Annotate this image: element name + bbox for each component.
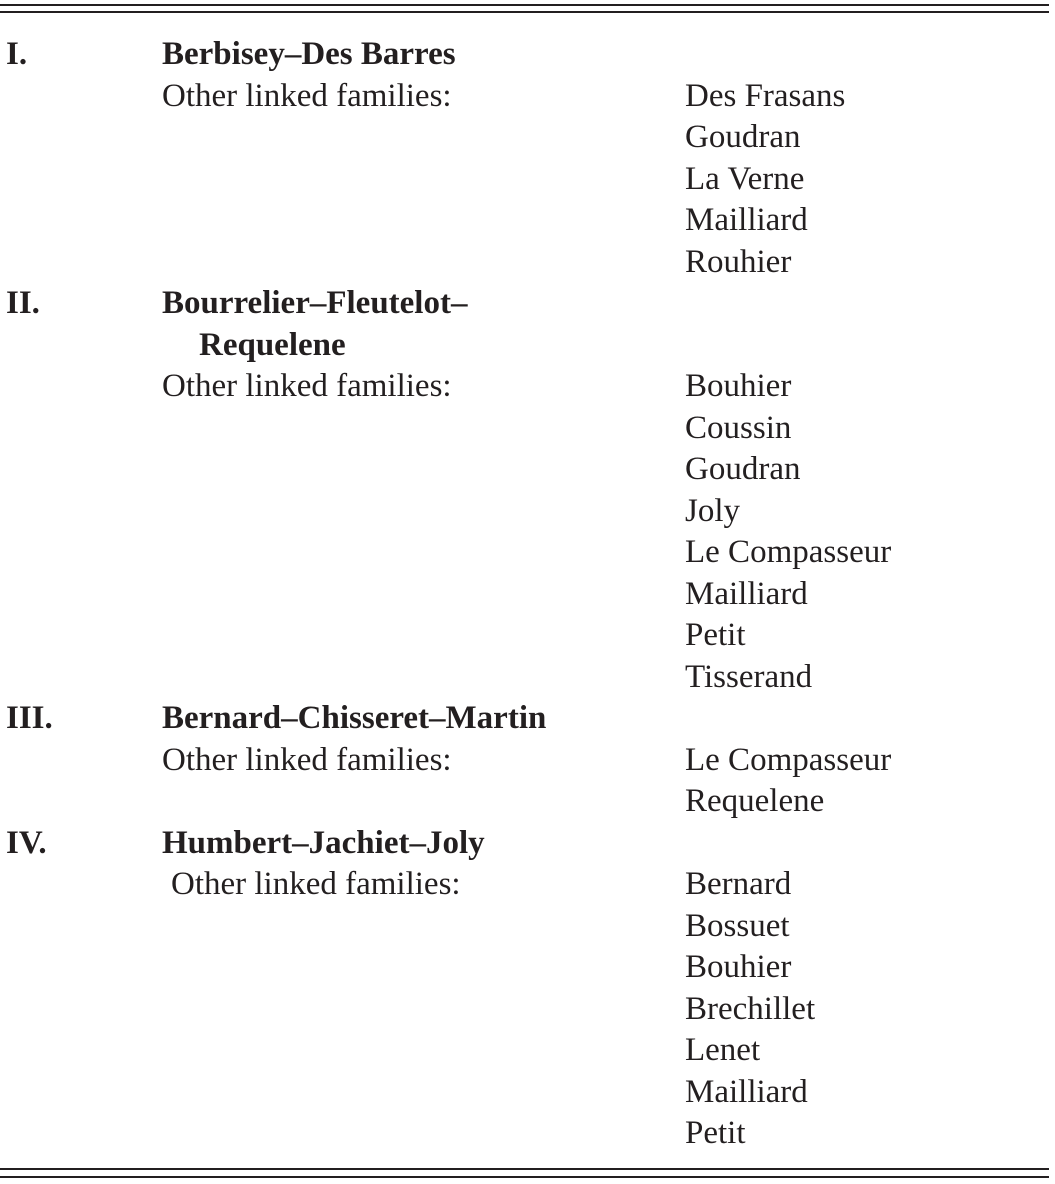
linked-families-row [0,76,1049,280]
group-numeral: I. [6,36,28,72]
linked-family: Le Compasseur [685,534,892,570]
linked-family: Tisserand [685,658,813,695]
top-rule-inner [0,11,1049,13]
linked-family: Bossuet [685,907,790,944]
linked-families-label: Other linked families: [162,77,452,114]
group-title: Bourrelier–Fleutelot– [162,285,468,321]
linked-family: Bouhier [685,949,792,985]
linked-family: Petit [685,1115,746,1151]
linked-family: Joly [685,492,741,529]
linked-family: Mailliard [685,1073,808,1110]
linked-family: Coussin [685,409,792,446]
linked-family: Goudran [685,451,801,487]
linked-families-list [685,864,815,1155]
family-group-2 [0,283,1049,698]
linked-family: Bernard [685,866,792,902]
linked-family: Goudran [685,119,801,155]
family-groups-table [0,34,1049,1151]
group-title: Bernard–Chisseret–Martin [162,700,547,736]
linked-family: Requelene [685,783,825,819]
linked-families-label: Other linked families: [162,368,452,404]
group-numeral: III. [6,700,53,736]
group-header-row [0,34,1049,76]
group-title-continuation-row [0,325,1049,367]
group-header-row [0,823,1049,865]
group-header-row [0,698,1049,740]
linked-family: Petit [685,617,746,653]
group-title-continuation: Requelene [199,326,346,363]
linked-family: Le Compasseur [685,741,892,778]
linked-families-row [0,864,1049,1151]
linked-family: Rouhier [685,243,792,280]
linked-family: La Verne [685,160,805,197]
bottom-rule-outer [0,1176,1049,1178]
linked-family: Lenet [685,1032,761,1068]
linked-families-label: Other linked families: [162,741,452,778]
family-group-1 [0,34,1049,283]
group-header-row [0,283,1049,325]
linked-families-row [0,366,1049,695]
linked-families-row [0,740,1049,819]
top-rule-outer [0,4,1049,6]
group-title: Humbert–Jachiet–Joly [162,824,485,861]
linked-family: Brechillet [685,990,816,1027]
family-group-3 [0,698,1049,823]
linked-family: Mailliard [685,575,808,612]
linked-family: Mailliard [685,202,808,238]
group-numeral: IV. [6,824,47,861]
bottom-rule-inner [0,1168,1049,1170]
group-numeral: II. [6,285,40,321]
family-group-4 [0,823,1049,1151]
linked-families-label: Other linked families: [171,866,461,902]
linked-family: Bouhier [685,368,792,404]
linked-family: Des Frasans [685,77,846,114]
group-title: Berbisey–Des Barres [162,36,456,72]
